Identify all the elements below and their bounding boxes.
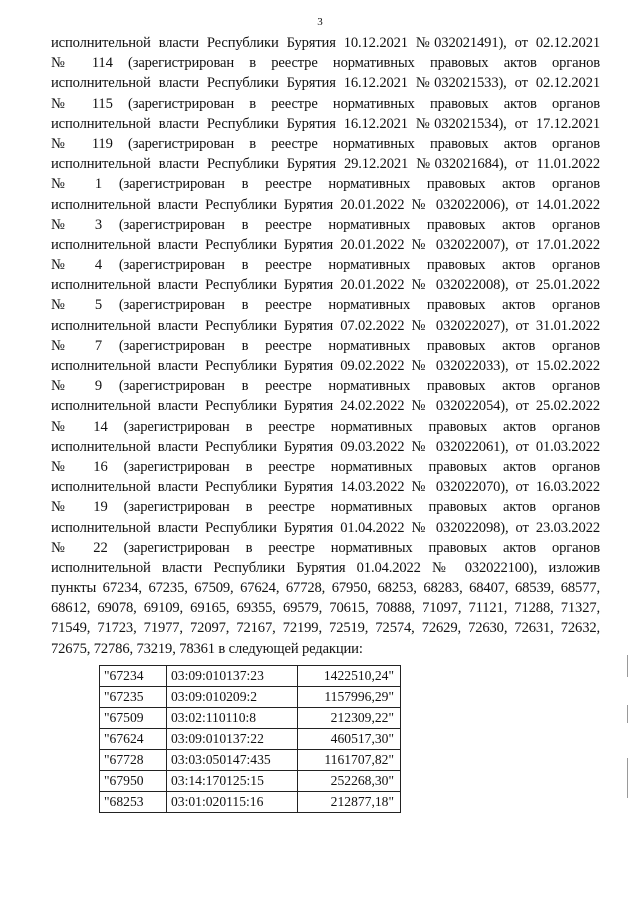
- table-row: [100, 771, 401, 792]
- item-number-cell: "68253: [100, 792, 167, 813]
- paragraph-line: исполнительной власти Республики Бурятия 16.12.2021 №032021533), от 02.12.2021: [51, 75, 600, 92]
- paragraph-line: исполнительной власти Республики Бурятия 01.04.2022 № 032022098), от 23.03.2022: [51, 519, 600, 536]
- paragraph-line: № 3 (зарегистрирован в реестре нормативных правовых актов органов: [51, 216, 600, 233]
- paragraph-line: № 4 (зарегистрирован в реестре нормативных правовых актов органов: [51, 257, 600, 274]
- paragraph-line: № 14 (зарегистрирован в реестре нормативных правовых актов органов: [51, 418, 600, 435]
- cadastral-value-cell: 212309,22": [298, 708, 401, 729]
- paragraph-line: № 1 (зарегистрирован в реестре нормативных правовых актов органов: [51, 176, 600, 193]
- cadastral-number-cell: 03:02:110110:8: [167, 708, 298, 729]
- scan-margin-mark: [627, 705, 628, 723]
- paragraph-line: исполнительной власти Республики Бурятия 20.01.2022 № 032022008), от 25.01.2022: [51, 277, 600, 294]
- paragraph-line: исполнительной власти Республики Бурятия 16.12.2021 №032021534), от 17.12.2021: [51, 115, 600, 132]
- scan-margin-mark: [627, 758, 628, 798]
- cadastral-value-cell: 1157996,29": [298, 687, 401, 708]
- paragraph-line: исполнительной власти Республики Бурятия 10.12.2021 №032021491), от 02.12.2021: [51, 35, 600, 51]
- cadastral-number-cell: 03:01:020115:16: [167, 792, 298, 813]
- paragraph-line: № 5 (зарегистрирован в реестре нормативных правовых актов органов: [51, 297, 600, 314]
- table-row: [100, 708, 401, 729]
- item-number-cell: "67950: [100, 771, 167, 792]
- paragraph-line: пункты 67234, 67235, 67509, 67624, 67728, 67950, 68253, 68283, 68407, 68539, 68577,: [51, 580, 600, 597]
- cadastral-number-cell: 03:09:010137:23: [167, 666, 298, 687]
- cadastral-number-cell: 03:09:010137:22: [167, 729, 298, 750]
- table-row: [100, 750, 401, 771]
- table-row: [100, 666, 401, 687]
- paragraph-line: 68612, 69078, 69109, 69165, 69355, 69579, 70615, 70888, 71097, 71121, 71288, 71327,: [51, 600, 600, 617]
- paragraph-line: № 22 (зарегистрирован в реестре нормативных правовых актов органов: [51, 539, 600, 556]
- cadastral-number-cell: 03:03:050147:435: [167, 750, 298, 771]
- body-paragraph: [51, 33, 600, 659]
- cadastral-value-cell: 212877,18": [298, 792, 401, 813]
- table-row: [100, 687, 401, 708]
- item-number-cell: "67624: [100, 729, 167, 750]
- item-number-cell: "67728: [100, 750, 167, 771]
- cadastral-value-table: [99, 665, 401, 813]
- item-number-cell: "67509: [100, 708, 167, 729]
- paragraph-line: № 114 (зарегистрирован в реестре нормативных правовых актов органов: [51, 55, 600, 72]
- paragraph-line: № 16 (зарегистрирован в реестре нормативных правовых актов органов: [51, 458, 600, 475]
- cadastral-value-cell: 1422510,24": [298, 666, 401, 687]
- paragraph-line: исполнительной власти Республики Бурятия 07.02.2022 № 032022027), от 31.01.2022: [51, 317, 600, 334]
- paragraph-line: № 115 (зарегистрирован в реестре нормативных правовых актов органов: [51, 95, 600, 112]
- paragraph-line: исполнительной власти Республики Бурятия 24.02.2022 № 032022054), от 25.02.2022: [51, 398, 600, 415]
- scan-margin-mark: [627, 655, 628, 677]
- paragraph-line: исполнительной власти Республики Бурятия 29.12.2021 №032021684), от 11.01.2022: [51, 156, 600, 173]
- paragraph-line: № 7 (зарегистрирован в реестре нормативных правовых актов органов: [51, 337, 600, 354]
- paragraph-line: исполнительной власти Республики Бурятия 09.02.2022 № 032022033), от 15.02.2022: [51, 358, 600, 374]
- cadastral-value-cell: 1161707,82": [298, 750, 401, 771]
- table-row: [100, 729, 401, 750]
- paragraph-line: исполнительной власти Республики Бурятия 20.01.2022 № 032022007), от 17.01.2022: [51, 236, 600, 253]
- paragraph-line: исполнительной власти Республики Бурятия 14.03.2022 № 032022070), от 16.03.2022: [51, 479, 600, 496]
- paragraph-line: 71549, 71723, 71977, 72097, 72167, 72199, 72519, 72574, 72629, 72630, 72631, 72632,: [51, 620, 600, 637]
- paragraph-line: исполнительной власти Республики Бурятия 09.03.2022 № 032022061), от 01.03.2022: [51, 438, 600, 455]
- cadastral-number-cell: 03:14:170125:15: [167, 771, 298, 792]
- cadastral-value-cell: 460517,30": [298, 729, 401, 750]
- cadastral-value-cell: 252268,30": [298, 771, 401, 792]
- item-number-cell: "67235: [100, 687, 167, 708]
- paragraph-line: 72675, 72786, 73219, 78361 в следующей редакции:: [51, 640, 363, 657]
- paragraph-line: № 19 (зарегистрирован в реестре нормативных правовых актов органов: [51, 499, 600, 516]
- paragraph-line: № 9 (зарегистрирован в реестре нормативных правовых актов органов: [51, 378, 600, 395]
- paragraph-line: исполнительной власти Республики Бурятия 20.01.2022 № 032022006), от 14.01.2022: [51, 196, 600, 213]
- paragraph-line: № 119 (зарегистрирован в реестре нормативных правовых актов органов: [51, 135, 600, 152]
- cadastral-number-cell: 03:09:010209:2: [167, 687, 298, 708]
- item-number-cell: "67234: [100, 666, 167, 687]
- table-row: [100, 792, 401, 813]
- page-number: 3: [317, 16, 323, 28]
- paragraph-line: исполнительной власти Республики Бурятия 01.04.2022 № 032022100), изложив: [51, 559, 600, 576]
